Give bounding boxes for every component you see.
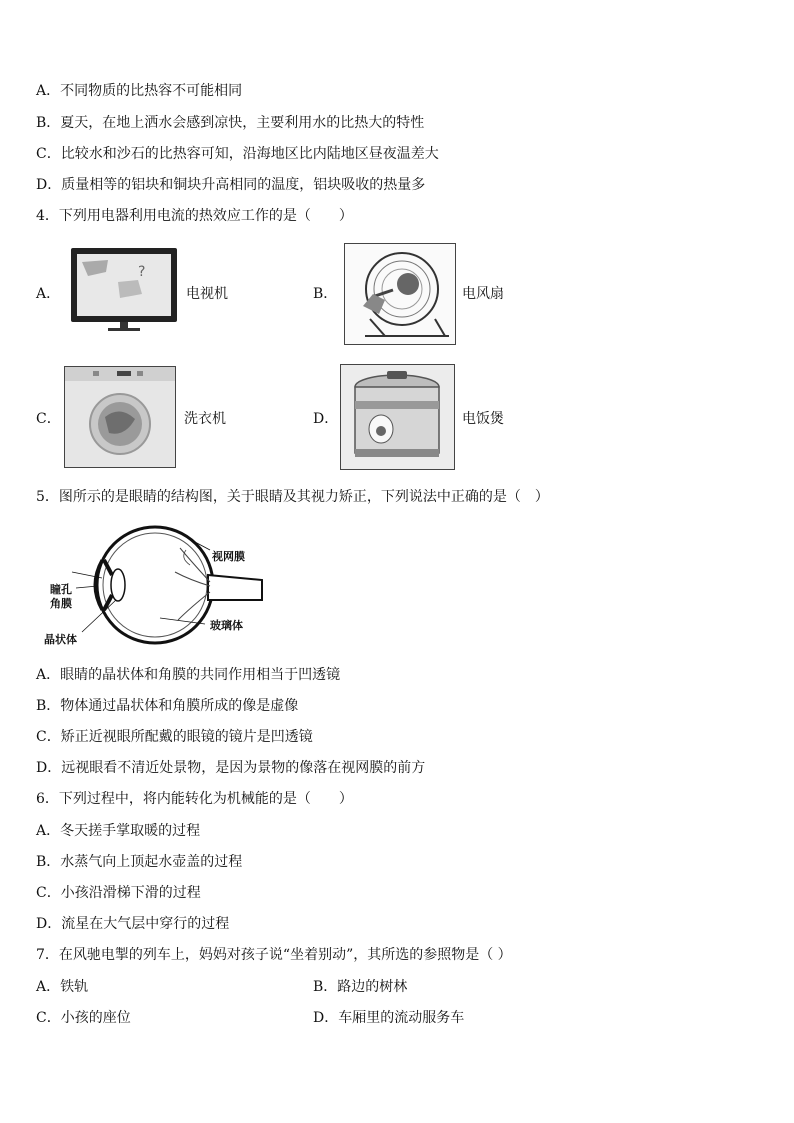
q6-option-a: A．冬天搓手掌取暖的过程 (36, 823, 201, 839)
vitreous-label: 玻璃体 (210, 619, 243, 632)
q5-option-d: D．远视眼看不清近处景物，是因为景物的像落在视网膜的前方 (36, 760, 426, 776)
q4-option-a-label: 电视机 (186, 286, 228, 302)
rice-cooker-icon (340, 364, 455, 470)
q5-option-c: C．矫正近视眼所配戴的眼镜的镜片是凹透镜 (36, 729, 313, 745)
q7-option-d: D．车厢里的流动服务车 (313, 1010, 465, 1026)
television-icon (68, 242, 180, 337)
q4-option-c-letter: C． (36, 411, 61, 427)
q4-option-a-letter: A． (36, 286, 61, 302)
q7-option-b: B．路边的树林 (313, 979, 408, 995)
q4-option-b-label: 电风扇 (462, 286, 504, 302)
q6-option-d: D．流星在大气层中穿行的过程 (36, 916, 230, 932)
q3-option-a: A．不同物质的比热容不可能相同 (36, 83, 243, 99)
q4-option-b-letter: B． (313, 286, 338, 302)
q7-stem: 7．在风驰电掣的列车上，妈妈对孩子说“坐着别动”，其所选的参照物是（ ） (36, 947, 512, 963)
q3-option-c: C．比较水和沙石的比热容可知，沿海地区比内陆地区昼夜温差大 (36, 146, 439, 162)
q5-stem: 5．图所示的是眼睛的结构图，关于眼睛及其视力矫正，下列说法中正确的是（ ） (36, 489, 549, 505)
q3-option-d: D．质量相等的铝块和铜块升高相同的温度，铝块吸收的热量多 (36, 177, 426, 193)
eye-structure-diagram (40, 520, 270, 650)
q4-option-d-label: 电饭煲 (462, 411, 504, 427)
q4-stem: 4．下列用电器利用电流的热效应工作的是（ ） (36, 208, 353, 224)
q6-option-c: C．小孩沿滑梯下滑的过程 (36, 885, 201, 901)
q5-option-b: B．物体通过晶状体和角膜所成的像是虚像 (36, 698, 299, 714)
retina-label: 视网膜 (212, 550, 245, 563)
q7-option-a: A．铁轨 (36, 979, 89, 995)
q6-stem: 6．下列过程中，将内能转化为机械能的是（ ） (36, 791, 353, 807)
q4-option-d-letter: D． (313, 411, 339, 427)
svg-text:?: ? (138, 264, 146, 280)
q3-option-b: B．夏天，在地上洒水会感到凉快，主要利用水的比热大的特性 (36, 115, 425, 131)
q7-option-c: C．小孩的座位 (36, 1010, 131, 1026)
q5-option-a: A．眼睛的晶状体和角膜的共同作用相当于凹透镜 (36, 667, 341, 683)
electric-fan-icon (344, 243, 456, 345)
q6-option-b: B．水蒸气向上顶起水壶盖的过程 (36, 854, 243, 870)
pupil-label: 瞳孔 (50, 583, 72, 596)
washing-machine-icon (64, 366, 176, 468)
lens-label: 晶状体 (44, 633, 77, 646)
cornea-label: 角膜 (50, 597, 72, 610)
q4-option-c-label: 洗衣机 (184, 411, 226, 427)
